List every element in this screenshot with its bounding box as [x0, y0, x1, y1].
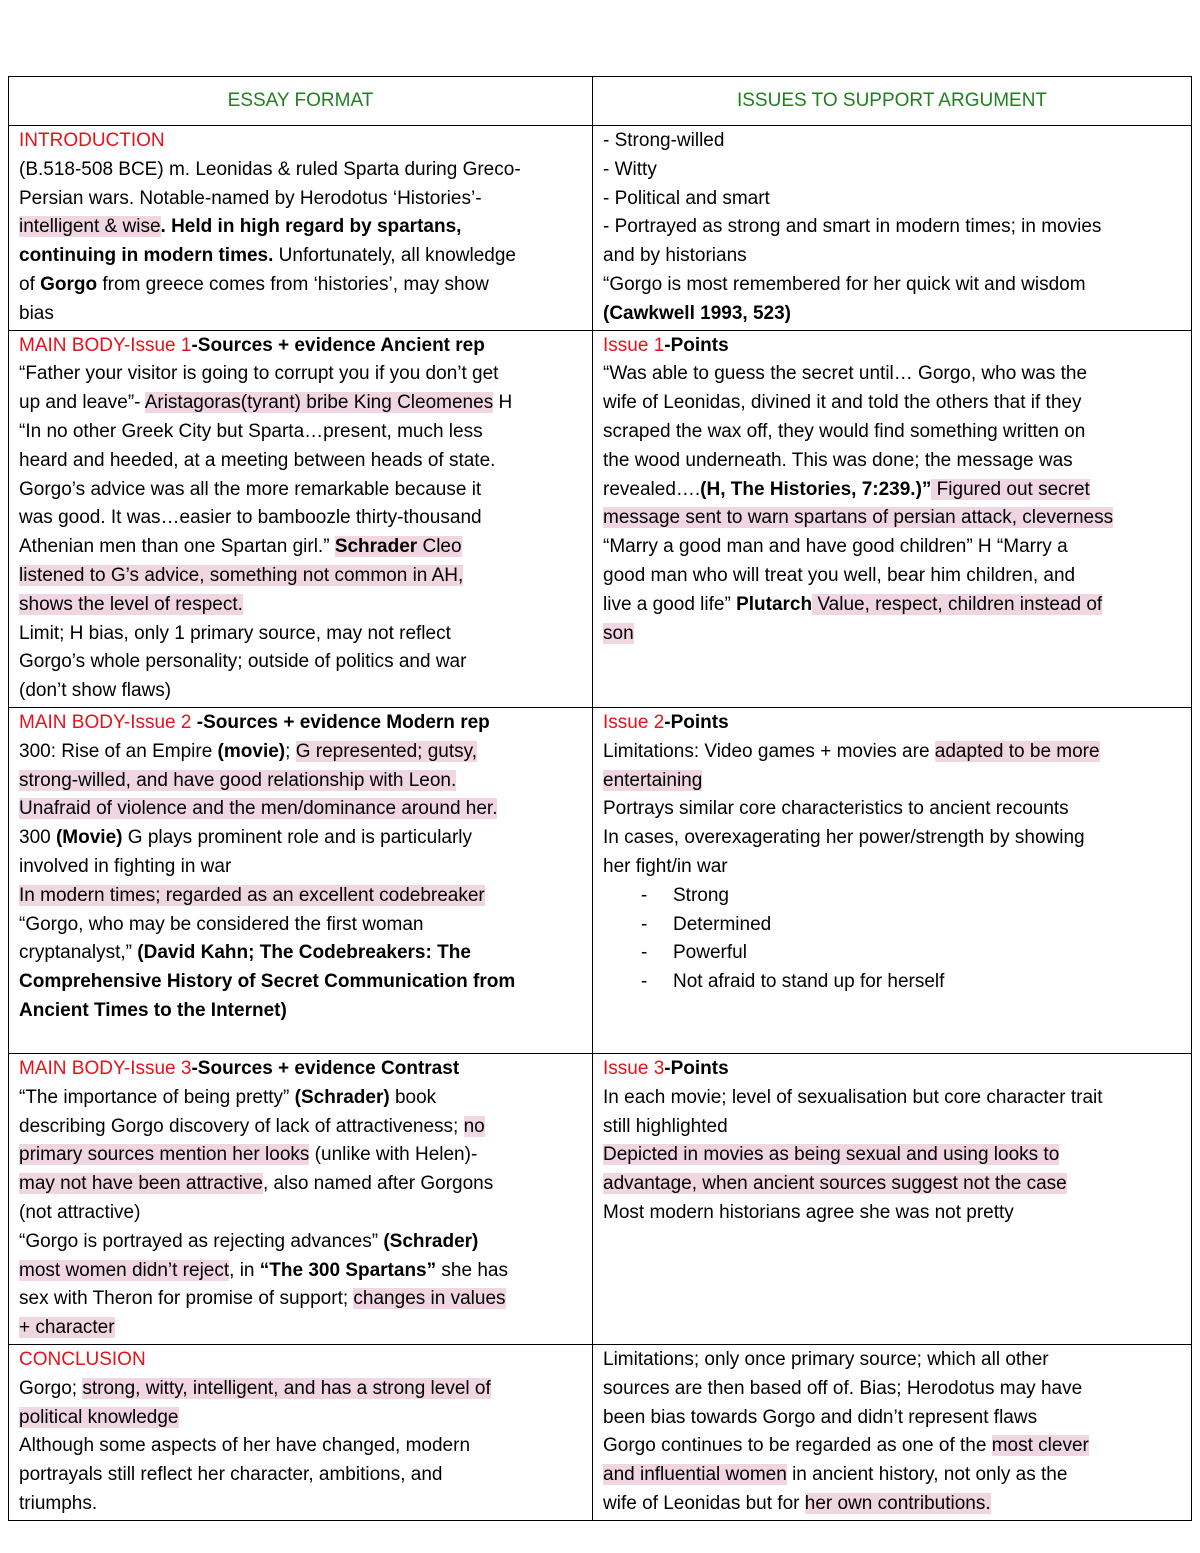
text-line: “Father your visitor is going to corrupt you if you don’t get — [19, 363, 499, 385]
text-line: Gorgo’s whole personality; outside of politics and war — [19, 651, 467, 673]
bullet-text: Determined — [673, 913, 772, 935]
text-line: (don’t show flaws) — [19, 680, 172, 702]
bold-text: . Held in high regard by spartans, — [160, 216, 462, 238]
issue2-cell — [9, 707, 593, 1053]
intro-line: bias — [19, 302, 54, 324]
issue3-cell — [9, 1053, 593, 1344]
highlight: Unafraid of violence and the men/dominance around her. — [19, 798, 498, 820]
text-line — [603, 767, 1181, 796]
bold-text: (Schrader) — [294, 1086, 390, 1108]
highlight: and influential women — [603, 1464, 787, 1486]
issue3-heading — [19, 1055, 582, 1084]
red-heading: Issue 1 — [603, 334, 665, 356]
bold-text: (Movie) — [55, 827, 123, 849]
point-line: “Gorgo is most remembered for her quick wit and wisdom — [603, 273, 1086, 295]
text-line: wife of Leonidas, divined it and told the others that if they — [603, 392, 1082, 414]
highlight: changes in values — [353, 1288, 506, 1310]
header-issues: ISSUES TO SUPPORT ARGUMENT — [593, 77, 1192, 126]
issue1-points-cell — [593, 330, 1192, 707]
text: “The importance of being pretty” — [19, 1086, 295, 1108]
highlight: may not have been attractive — [19, 1173, 263, 1195]
intro-heading: INTRODUCTION — [19, 130, 165, 151]
highlight: most clever — [991, 1435, 1089, 1457]
text-line: heard and heeded, at a meeting between heads of state. — [19, 449, 496, 471]
header-row — [9, 77, 1192, 126]
text-line — [19, 939, 582, 968]
red-heading: MAIN BODY-Issue 1 — [19, 334, 192, 356]
bold-text: -Sources + evidence Ancient rep — [191, 334, 485, 356]
text: 300 — [19, 827, 56, 849]
text-line: In each movie; level of sexualisation but core character trait — [603, 1086, 1103, 1108]
text: Limitations: Video games + movies are — [603, 740, 935, 762]
text: ; — [285, 740, 296, 762]
text-line: her fight/in war — [603, 855, 728, 877]
text: sex with Theron for promise of support; — [19, 1288, 354, 1310]
text: wife of Leonidas but for — [603, 1492, 805, 1514]
highlight: her own contributions. — [804, 1492, 991, 1514]
citation: (David Kahn; The Codebreakers: The — [137, 942, 471, 964]
citation: Comprehensive History of Secret Communication from — [19, 971, 516, 993]
bold-text: (movie) — [217, 740, 286, 762]
text-line — [603, 1432, 1181, 1461]
text-line: portrayals still reflect her character, ambitions, and — [19, 1464, 443, 1486]
text-line: “Marry a good man and have good children” H “Marry a — [603, 536, 1068, 558]
highlight: shows the level of respect. — [19, 593, 243, 615]
text-line — [19, 1285, 582, 1314]
red-heading: Issue 2 — [603, 711, 665, 733]
highlight: son — [603, 622, 634, 644]
bullet-text: Powerful — [673, 942, 747, 964]
text: , also named after Gorgons — [262, 1173, 494, 1195]
intro-line — [19, 242, 582, 271]
text-line — [19, 1314, 582, 1343]
text-line — [19, 533, 582, 562]
highlight: Figured out secret — [931, 478, 1090, 500]
bold-text: Plutarch — [736, 593, 813, 615]
text-line: the wood underneath. This was done; the message was — [603, 449, 1073, 471]
text-line — [19, 1141, 582, 1170]
text: Gorgo; — [19, 1377, 83, 1399]
text-line — [19, 1228, 582, 1257]
text-line — [19, 1404, 582, 1433]
text-line: “Was able to guess the secret until… Gorgo, who was the — [603, 363, 1088, 385]
highlight: entertaining — [603, 769, 703, 791]
text-line — [603, 591, 1181, 620]
text-line: triumphs. — [19, 1492, 98, 1514]
text-line — [19, 1375, 582, 1404]
red-heading: MAIN BODY-Issue 2 — [19, 711, 192, 733]
text-line — [19, 795, 582, 824]
issue2-points-cell — [593, 707, 1192, 1053]
highlight: no — [463, 1115, 485, 1137]
text: cryptanalyst,” — [19, 942, 138, 964]
text-line: “Gorgo, who may be considered the first woman — [19, 913, 424, 935]
text-line: “In no other Greek City but Sparta…present, much less — [19, 420, 483, 442]
highlight: advantage, when ancient sources suggest not the case — [603, 1173, 1067, 1195]
text-line: (not attractive) — [19, 1201, 141, 1223]
highlight: message sent to warn spartans of persian attack, cleverness — [603, 507, 1114, 529]
issue1-heading — [19, 332, 582, 361]
text-line: Limitations; only once primary source; which all other — [603, 1348, 1049, 1370]
text: she has — [436, 1259, 508, 1281]
text-line — [603, 1170, 1181, 1199]
intro-line — [19, 271, 582, 300]
bullet-text: Strong — [673, 884, 729, 906]
highlight: + character — [19, 1317, 115, 1339]
conclusion-points-cell — [593, 1344, 1192, 1520]
highlight: political knowledge — [19, 1406, 179, 1428]
issue2-row — [9, 707, 1192, 1053]
text-line: scraped the wax off, they would find something written on — [603, 420, 1086, 442]
text-line — [19, 738, 582, 767]
bullet-text: Not afraid to stand up for herself — [673, 971, 945, 993]
issue1-points-heading — [603, 332, 1181, 361]
text: , in — [229, 1259, 260, 1281]
highlight: strong, witty, intelligent, and has a strong level of — [82, 1377, 491, 1399]
highlight: Depicted in movies as being sexual and using looks to — [603, 1144, 1060, 1166]
issue1-row — [9, 330, 1192, 707]
bold-text: Schrader — [334, 536, 418, 558]
text: Gorgo continues to be regarded as one of the — [603, 1435, 992, 1457]
point-line: - Witty — [603, 158, 657, 180]
essay-document — [8, 76, 1191, 1521]
text-line: good man who will treat you well, bear him children, and — [603, 564, 1076, 586]
text: in ancient history, not only as the — [786, 1464, 1068, 1486]
text-line — [19, 562, 582, 591]
text-line — [603, 504, 1181, 533]
bullet-item — [603, 939, 1181, 968]
highlight: most women didn’t reject — [19, 1259, 230, 1281]
text: from greece comes from ‘histories’, may show — [97, 273, 489, 295]
highlight: intelligent & wise — [19, 216, 161, 238]
bold-text: continuing in modern times. — [19, 245, 274, 267]
text-line — [603, 1461, 1181, 1490]
text: Unfortunately, all knowledge — [273, 245, 516, 267]
text-line — [19, 824, 582, 853]
text-line — [19, 1170, 582, 1199]
point-line: and by historians — [603, 245, 747, 267]
highlight: In modern times; regarded as an excellent codebreaker — [19, 884, 485, 906]
conclusion-cell — [9, 1344, 593, 1520]
text: up and leave”- — [19, 392, 145, 414]
issue3-points-cell — [593, 1053, 1192, 1344]
text-line: was good. It was…easier to bamboozle thirty-thousand — [19, 507, 482, 529]
conclusion-row — [9, 1344, 1192, 1520]
text-line — [603, 620, 1181, 649]
bullet-item — [603, 911, 1181, 940]
text: 300: Rise of an Empire — [19, 740, 218, 762]
text-line — [603, 1490, 1181, 1519]
header-essay-format: ESSAY FORMAT — [9, 77, 593, 126]
bold-text: -Points — [664, 334, 729, 356]
bullet-item — [603, 968, 1181, 997]
bold-text: “The 300 Spartans” — [259, 1259, 437, 1281]
text: revealed…. — [603, 478, 701, 500]
text-line — [19, 1084, 582, 1113]
text-line — [603, 476, 1181, 505]
highlight: adapted to be more — [934, 740, 1100, 762]
text-line: In cases, overexagerating her power/strength by showing — [603, 827, 1085, 849]
red-heading: Issue 3 — [603, 1057, 665, 1079]
text-line — [603, 1141, 1181, 1170]
text-line: still highlighted — [603, 1115, 728, 1137]
intro-line: Persian wars. Notable-named by Herodotus ‘Histories’- — [19, 187, 482, 209]
highlight: Value, respect, children instead of — [812, 593, 1103, 615]
issue3-points-heading — [603, 1055, 1181, 1084]
text-line — [19, 1113, 582, 1142]
text-line: Most modern historians agree she was not pretty — [603, 1201, 1014, 1223]
citation: Ancient Times to the Internet) — [19, 999, 287, 1021]
bold-text: (Schrader) — [383, 1230, 479, 1252]
text: of — [19, 273, 41, 295]
text-line: Although some aspects of her have changed, modern — [19, 1435, 471, 1457]
text: describing Gorgo discovery of lack of attractiveness; — [19, 1115, 464, 1137]
text-line: Portrays similar core characteristics to ancient recounts — [603, 798, 1069, 820]
intro-points-cell — [593, 126, 1192, 331]
text: (unlike with Helen)- — [309, 1144, 478, 1166]
text-line: Gorgo’s advice was all the more remarkable because it — [19, 478, 482, 500]
intro-line: (B.518-508 BCE) m. Leonidas & ruled Sparta during Greco- — [19, 158, 521, 180]
citation: (H, The Histories, 7:239.)” — [700, 478, 932, 500]
highlight: listened to G’s advice, something not common in AH, — [19, 564, 464, 586]
text: live a good life” — [603, 593, 737, 615]
highlight: G represented; gutsy, — [295, 740, 477, 762]
highlight: Aristagoras(tyrant) bribe King Cleomenes — [144, 392, 494, 414]
issue3-row — [9, 1053, 1192, 1344]
text-line: been bias towards Gorgo and didn’t represent flaws — [603, 1406, 1038, 1428]
bold-text: -Sources + evidence Modern rep — [191, 711, 490, 733]
text-line: Limit; H bias, only 1 primary source, may not reflect — [19, 622, 451, 644]
issue2-points-heading — [603, 709, 1181, 738]
text-line — [19, 767, 582, 796]
intro-row — [9, 126, 1192, 331]
point-line: - Political and smart — [603, 187, 770, 209]
point-line: - Portrayed as strong and smart in modern times; in movies — [603, 216, 1102, 238]
point-line: - Strong-willed — [603, 130, 725, 151]
dash-bullet: - — [641, 942, 648, 964]
red-heading: MAIN BODY-Issue 3 — [19, 1057, 192, 1079]
highlight: primary sources mention her looks — [19, 1144, 310, 1166]
issue1-cell — [9, 330, 593, 707]
text: “Gorgo is portrayed as rejecting advances” — [19, 1230, 384, 1252]
text: Athenian men than one Spartan girl.” — [19, 536, 335, 558]
dash-bullet: - — [641, 971, 648, 993]
text: H — [493, 392, 513, 414]
highlight: strong-willed, and have good relationship with Leon. — [19, 769, 457, 791]
intro-cell — [9, 126, 593, 331]
text: book — [389, 1086, 437, 1108]
conclusion-heading: CONCLUSION — [19, 1348, 146, 1370]
text-line: sources are then based off of. Bias; Herodotus may have — [603, 1377, 1083, 1399]
bold-text: -Sources + evidence Contrast — [191, 1057, 460, 1079]
issue2-heading — [19, 709, 582, 738]
citation: (Cawkwell 1993, 523) — [603, 302, 791, 324]
dash-bullet: - — [641, 913, 648, 935]
text: G plays prominent role and is particularly — [122, 827, 473, 849]
essay-table — [8, 76, 1192, 1521]
text-line — [19, 882, 582, 911]
text-line — [603, 738, 1181, 767]
bold-text: -Points — [664, 1057, 729, 1079]
text-line — [19, 591, 582, 620]
text-line — [19, 1257, 582, 1286]
text-line — [19, 389, 582, 418]
intro-line — [19, 213, 582, 242]
highlight: Cleo — [417, 536, 462, 558]
text-line: involved in fighting in war — [19, 855, 232, 877]
bold-text: -Points — [664, 711, 729, 733]
bullet-item — [603, 882, 1181, 911]
dash-bullet: - — [641, 884, 648, 906]
bold-text: Gorgo — [40, 273, 98, 295]
